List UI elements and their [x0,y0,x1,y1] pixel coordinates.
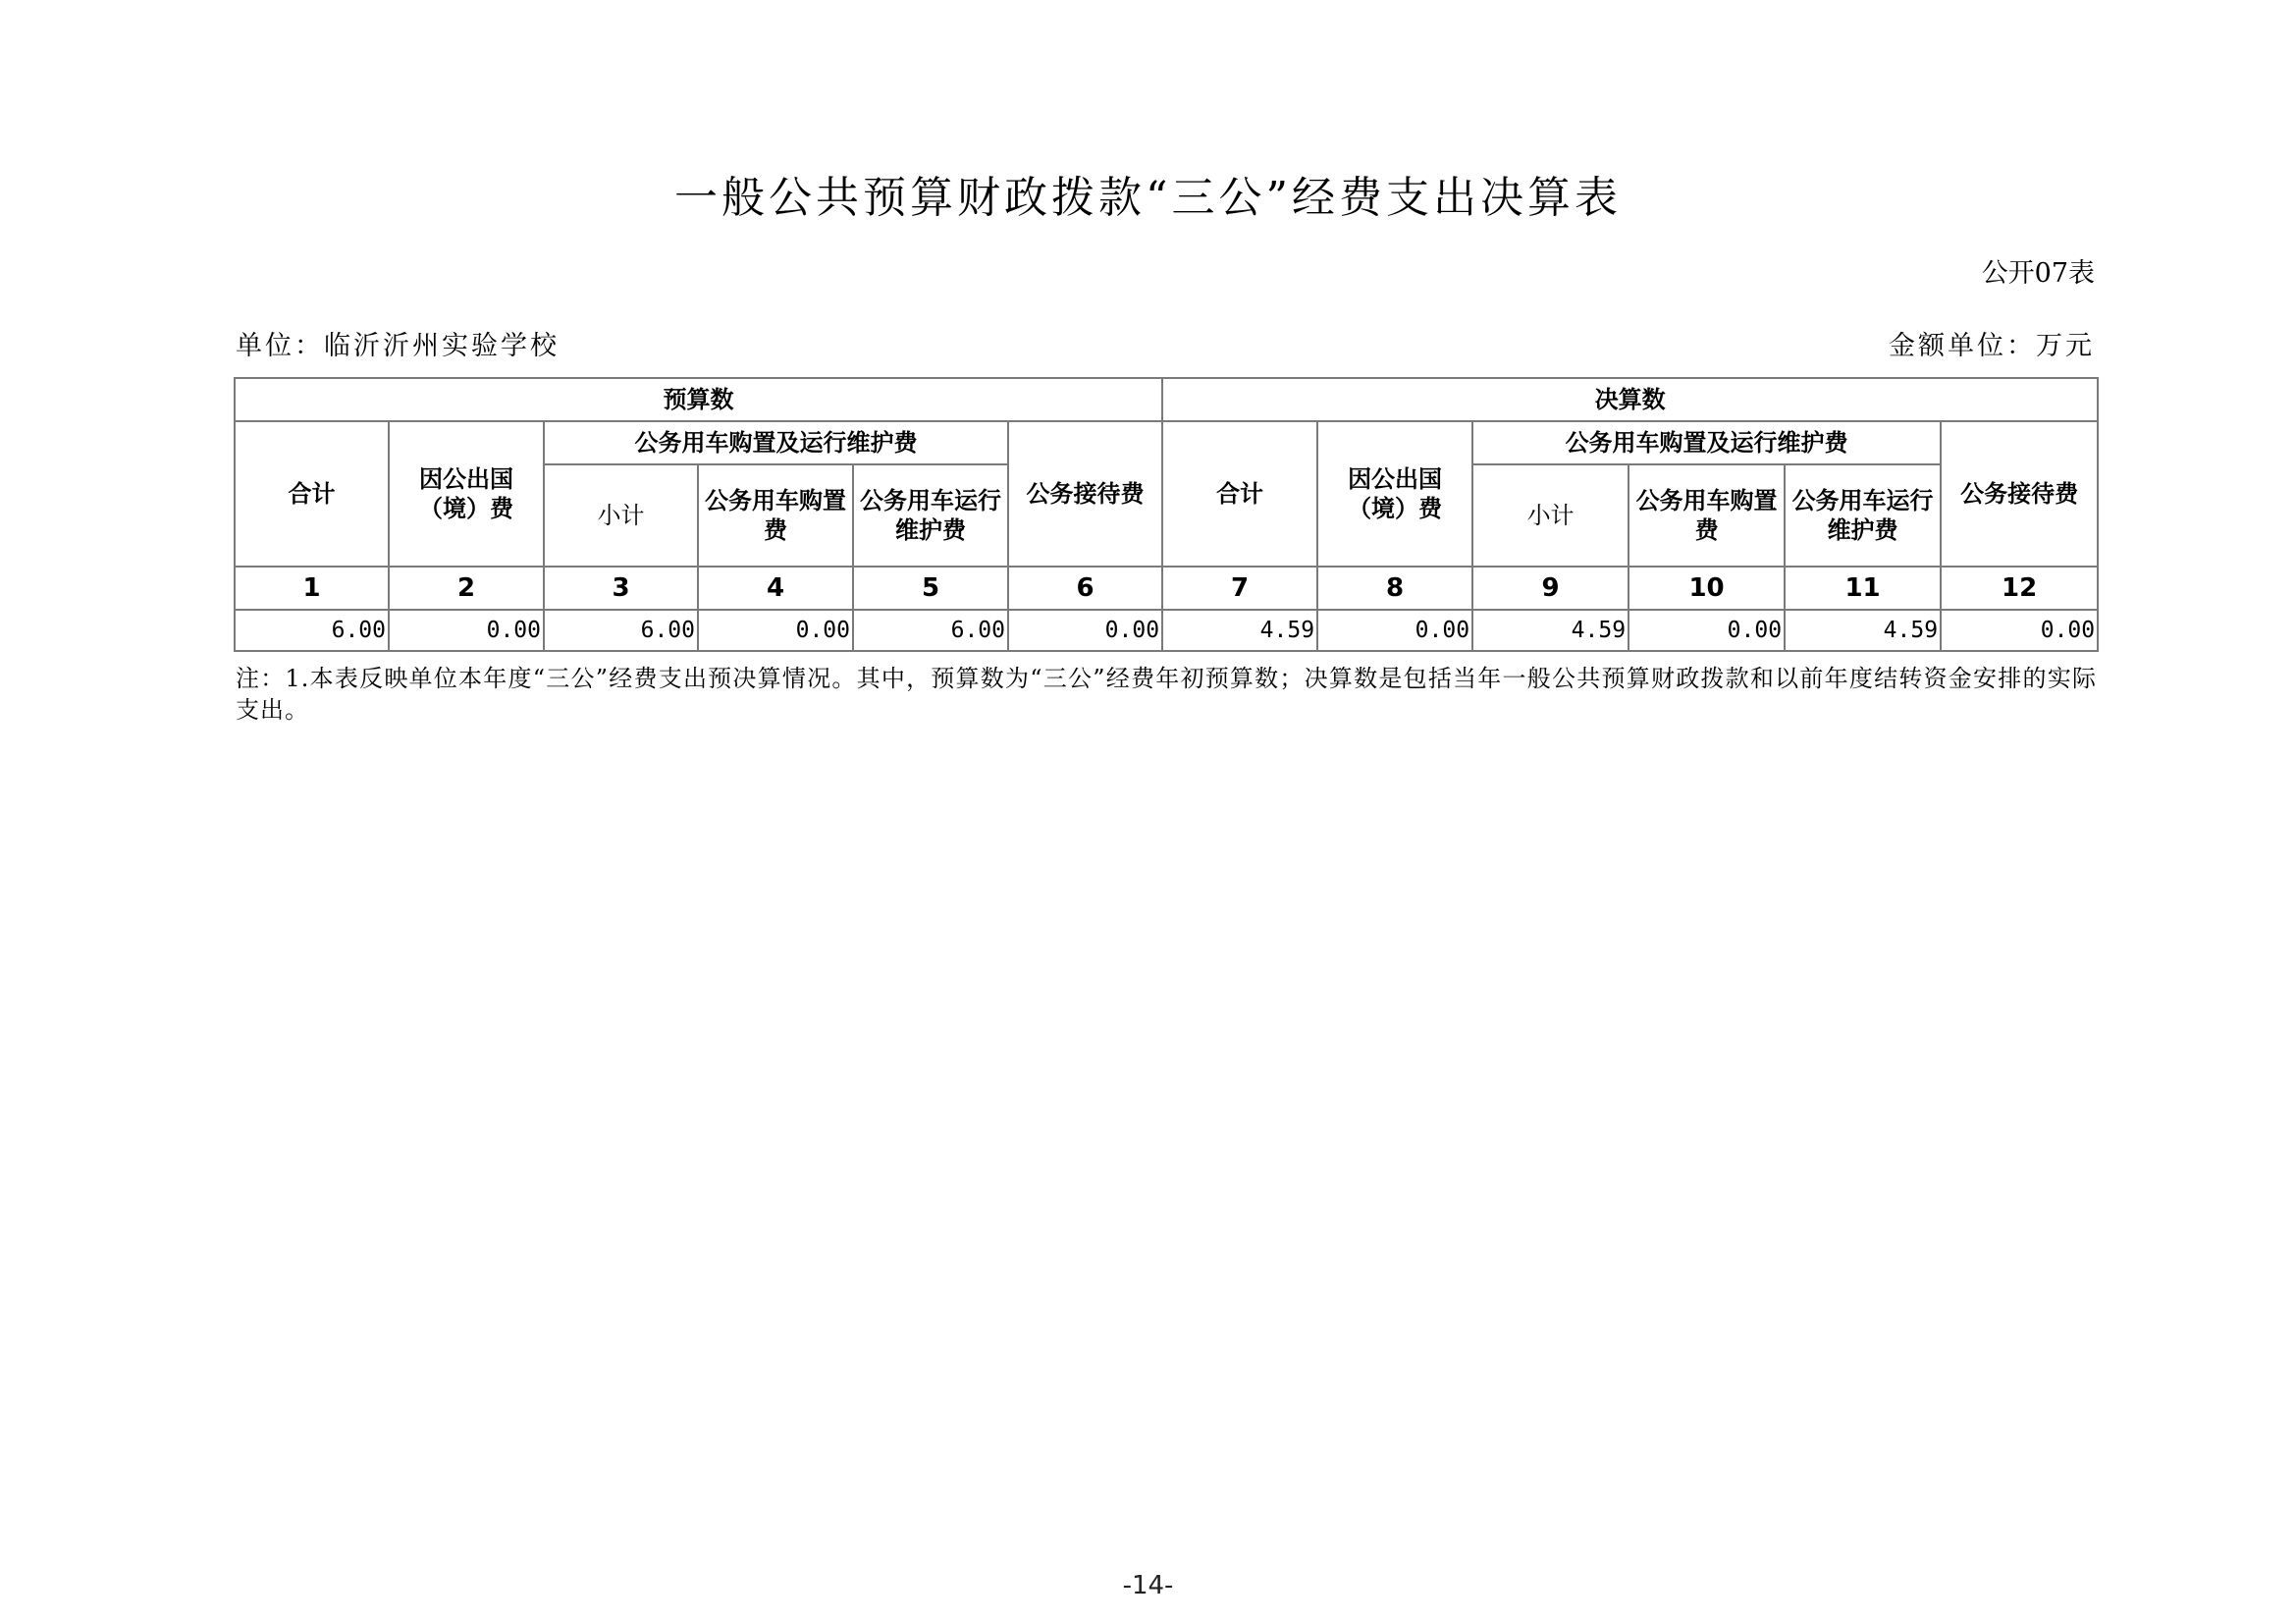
column-index: 5 [853,567,1008,610]
final-vehicle-purchase-value: 0.00 [1629,610,1785,651]
budget-abroad-header: 因公出国（境）费 [389,421,544,567]
budget-operation-header: 公务用车运行维护费 [853,464,1008,567]
final-group-header: 决算数 [1162,378,2098,421]
column-index: 3 [544,567,698,610]
budget-purchase-header: 公务用车购置费 [698,464,853,567]
column-index: 12 [1941,567,2098,610]
final-abroad-header: 因公出国（境）费 [1317,421,1472,567]
budget-total-header: 合计 [235,421,389,567]
final-vehicle-group-header: 公务用车购置及运行维护费 [1472,421,1941,464]
column-index: 8 [1317,567,1472,610]
budget-subtotal-header: 小计 [544,464,698,567]
budget-abroad-value: 0.00 [389,610,544,651]
currency-unit-label: 金额单位：万元 [1889,331,2095,361]
table-row [235,610,2098,651]
budget-vehicle-operation-value: 6.00 [853,610,1008,651]
final-total-header: 合计 [1162,421,1317,567]
column-index: 11 [1785,567,1941,610]
form-number: 公开07表 [1981,258,2095,289]
column-index: 10 [1629,567,1785,610]
final-vehicle-operation-value: 4.59 [1785,610,1941,651]
column-index: 4 [698,567,853,610]
column-index: 1 [235,567,389,610]
column-index: 9 [1472,567,1629,610]
final-operation-header: 公务用车运行维护费 [1785,464,1941,567]
column-index-row [235,567,2098,610]
column-index: 7 [1162,567,1317,610]
unit-label: 单位：临沂沂州实验学校 [236,331,560,361]
page-number: -14- [1122,1571,1174,1600]
final-reception-header: 公务接待费 [1941,421,2098,567]
budget-reception-value: 0.00 [1008,610,1162,651]
budget-group-header: 预算数 [235,378,1162,421]
budget-reception-header: 公务接待费 [1008,421,1162,567]
final-reception-value: 0.00 [1941,610,2098,651]
budget-vehicle-purchase-value: 0.00 [698,610,853,651]
table-note: 注：1.本表反映单位本年度“三公”经费支出预决算情况。其中，预算数为“三公”经费年初预算数；决算数是包括当年一般公共预算财政拨款和以前年度结转资金安排的实际支出。 [236,665,2097,724]
budget-vehicle-group-header: 公务用车购置及运行维护费 [544,421,1008,464]
final-purchase-header: 公务用车购置费 [1629,464,1785,567]
page-title: 一般公共预算财政拨款“三公”经费支出决算表 [674,173,1622,223]
budget-vehicle-subtotal-value: 6.00 [544,610,698,651]
final-vehicle-subtotal-value: 4.59 [1472,610,1629,651]
column-index: 2 [389,567,544,610]
column-index: 6 [1008,567,1162,610]
budget-total-value: 6.00 [235,610,389,651]
three-public-expenses-table [234,377,2099,652]
final-subtotal-header: 小计 [1472,464,1629,567]
final-total-value: 4.59 [1162,610,1317,651]
final-abroad-value: 0.00 [1317,610,1472,651]
